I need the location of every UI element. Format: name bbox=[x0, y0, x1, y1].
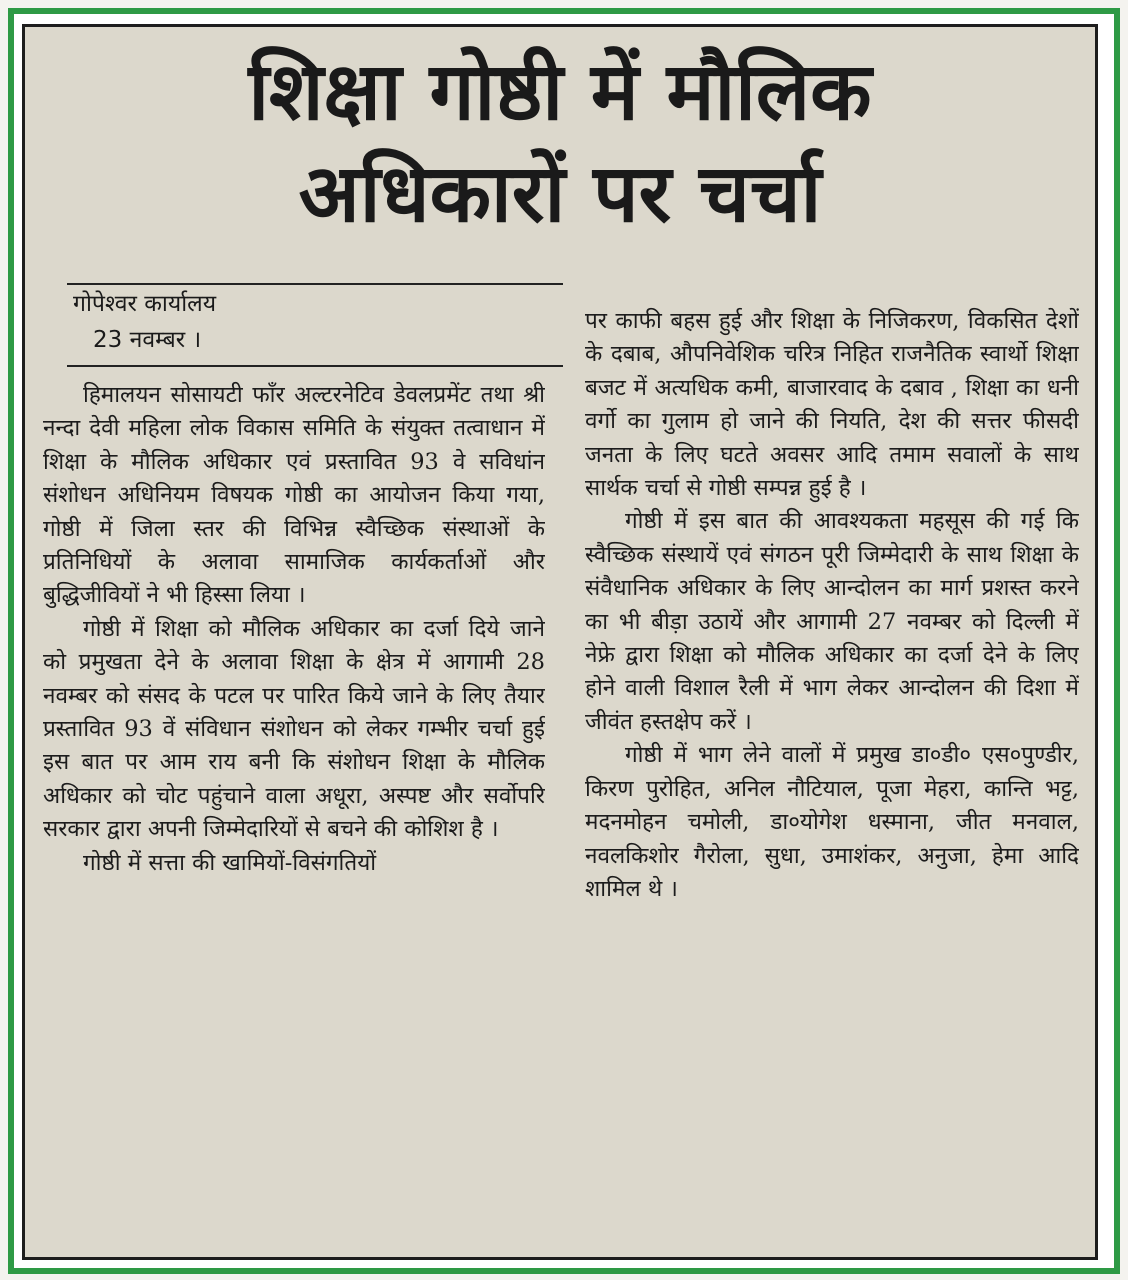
dateline-place: गोपेश्वर कार्यालय bbox=[73, 291, 217, 317]
headline-line-1: शिक्षा गोष्ठी में मौलिक bbox=[248, 45, 872, 138]
green-mat-border bbox=[8, 8, 1120, 1274]
left-column bbox=[43, 379, 545, 1189]
left-paragraph-3: गोष्ठी में सत्ता की खामियों-विसंगतियों bbox=[83, 849, 377, 876]
headline-line-2: अधिकारों पर चर्चा bbox=[298, 147, 822, 240]
left-paragraph-1: हिमालयन सोसायटी फॉंर अल्टरनेटिव डेवलप्रमेंट तथा श्री नन्दा देवी महिला लोक विकास समिति के संयुक्त तत्वाधान में शिक्षा के मौलिक अधिकार एवं प्रस्तावित 93 वे सविधांन संशोधन अधिनियम विषयक गोष्ठी का आयोजन किया गया, गोष्ठी में जिला स्तर की विभिन्न स्वैच्छिक संस्थाओं के प्रतिनिधियों के अलावा सामाजिक कार्यकर्ताओं और बुद्धिजीवियों ने भी हिस्सा लिया । bbox=[43, 382, 545, 609]
left-paragraph-2: गोष्ठी में शिक्षा को मौलिक अधिकार का दर्जा दिये जाने को प्रमुखता देने के अलावा शिक्षा के क्षेत्र में आगामी 28 नवम्बर को संसद के पटल पर पारित किये जाने के लिए तैयार प्रस्तावित 93 वें संविधान संशोधन को लेकर गम्भीर चर्चा हुई इस बात पर आम राय बनी कि संशोधन शिक्षा के मौलिक अधिकार को चोट पहुंचाने वाला अधूरा, अस्पष्ट और सर्वोपरि सरकार द्वारा अपनी जिम्मेदारियों से बचने की कोशिश है । bbox=[43, 615, 545, 843]
headline bbox=[25, 41, 1095, 245]
dateline-bottom-rule bbox=[67, 365, 563, 367]
dateline-top-rule bbox=[67, 283, 563, 285]
newspaper-clipping bbox=[22, 24, 1098, 1260]
right-paragraph-2: गोष्ठी में इस बात की आवश्यकता महसूस की गई कि स्वैच्छिक संस्थायें एवं संगठन पूरी जिम्मेदारी के साथ शिक्षा के संवैधानिक अधिकार के लिए आन्दोलन का मार्ग प्रशस्त करने का भी बीड़ा उठायें और आगामी 27 नवम्बर को दिल्ली में नेफ्रे द्वारा शिक्षा को मौलिक अधिकार का दर्जा देने के लिए होने वाली विशाल रैली में भाग लेकर आन्दोलन की दिशा में जीवंत हस्तक्षेप करें । bbox=[585, 508, 1079, 735]
right-paragraph-1: पर काफी बहस हुई और शिक्षा के निजिकरण, विकसित देशों के दबाब, औपनिवेशिक चरित्र निहित राजनैतिक स्वार्थो शिक्षा बजट में अत्यधिक कमी, बाजारवाद के दबाव , शिक्षा का धनी वर्गो का गुलाम हो जाने की नियति, देश की सत्तर फीसदी जनता के लिए घटते अवसर आदि तमाम सवालों के साथ सार्थक चर्चा से गोष्ठी सम्पन्न हुई है । bbox=[585, 308, 1079, 502]
dateline-date: 23 नवम्बर । bbox=[93, 327, 202, 353]
right-column bbox=[585, 305, 1079, 1249]
right-paragraph-3: गोष्ठी में भाग लेने वालों में प्रमुख डा०डी० एस०पुण्डीर, किरण पुरोहित, अनिल नौटियाल, पूजा मेहरा, कान्ति भट्ट, मदनमोहन चमोली, डा०योगेश धस्माना, जीत मनवाल, नवलकिशोर गैरोला, सुधा, उमाशंकर, अनुजा, हेमा आदि शामिल थे । bbox=[585, 742, 1079, 902]
